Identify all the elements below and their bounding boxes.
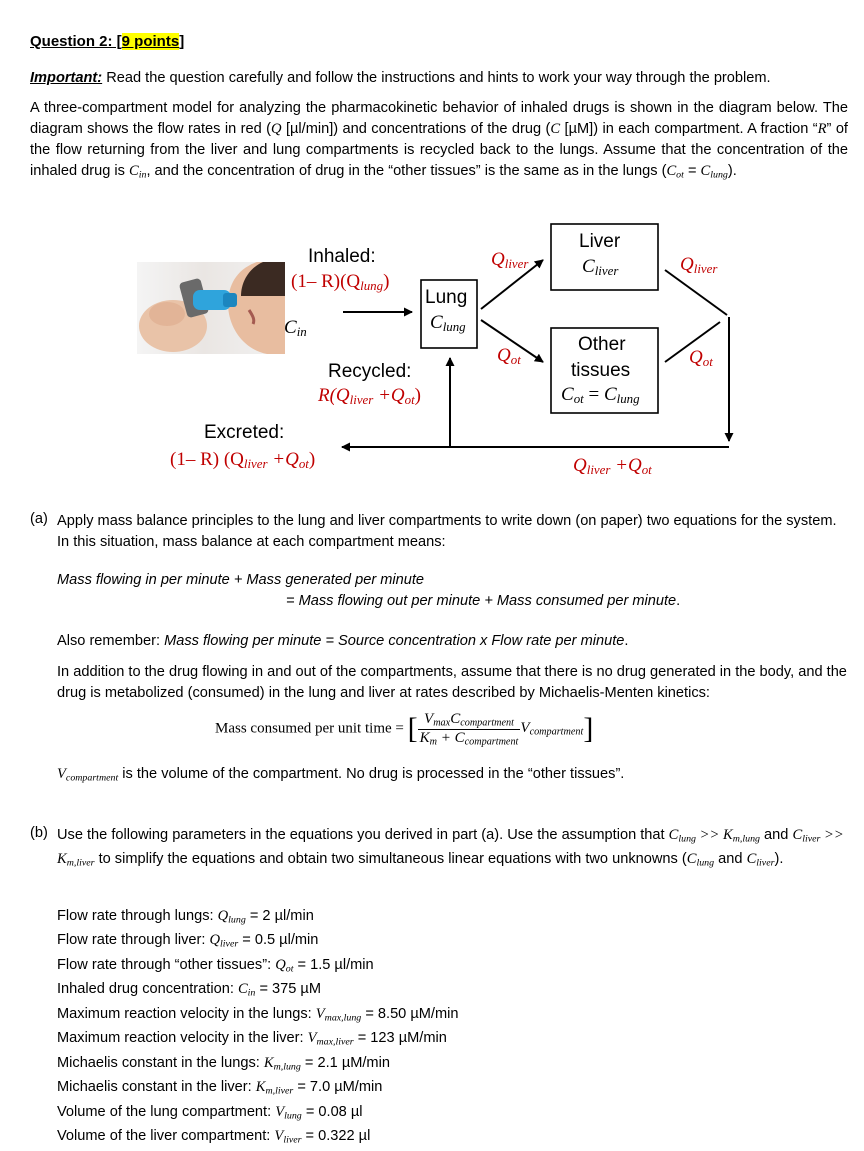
- part-a-label: (a): [30, 511, 48, 527]
- q-ot-right: $Q_{ot}$: [689, 347, 713, 370]
- eq-fraction: $\frac{V_{max}C_{compartment}}{K_m + C_{compartment}}$: [419, 711, 519, 748]
- recycled-label: Recycled:: [328, 361, 412, 382]
- balance-line-1: Mass flowing in per minute + Mass generated per minute: [57, 572, 425, 588]
- eq-lhs: Mass consumed per unit time =: [215, 720, 408, 737]
- question-label: Question 2: [: [30, 33, 122, 50]
- parameter-row: Maximum reaction velocity in the lungs: $V_{max,lung} = 8.50$ µM/min: [57, 1005, 459, 1024]
- intro-sym-cot: $C_{ot}$: [666, 163, 684, 181]
- parameter-row: Maximum reaction velocity in the liver: $V_{max,liver} = 123$ µM/min: [57, 1030, 447, 1048]
- parameter-row: Volume of the lung compartment: $V_{lung} = 0.08$ µl: [57, 1103, 363, 1122]
- important-text: Read the question carefully and follow the instructions and hints to work your way through the problem.: [102, 70, 771, 86]
- eq-volume: $V_{compartment}$: [520, 720, 584, 738]
- inhaled-label: Inhaled:: [308, 246, 376, 267]
- intro-text: [µM]) in each compartment. A fraction “: [560, 121, 818, 137]
- excreted-expression: (1– R) $(Q_{liver} +Q_{ot})$: [170, 449, 316, 472]
- parameter-row: Michaelis constant in the lungs: $K_{m,lung} = 2.1$ µM/min: [57, 1054, 390, 1073]
- part-a-text: Apply mass balance principles to the lung and liver compartments to write down (on paper) two equations for the system. In this situation, mass balance at each compartment means:: [57, 513, 837, 550]
- q-liver-right: $Q_{liver}$: [680, 254, 718, 277]
- q-ot-left: $Q_{ot}$: [497, 345, 521, 368]
- parameter-row: Flow rate through lungs: $Q_{lung} = 2$ µl/min: [57, 908, 314, 926]
- recycled-expression: $R(Q_{liver} +Q_{ot})$: [318, 385, 421, 408]
- mm-paragraph: In addition to the drug flowing in and out of the compartments, assume that there is no drug generated in the body, and the drug is metabolized (consumed) in the lung and liver at rates described by Michaelis-Menten kinetics:: [57, 664, 847, 701]
- other-concentration: $C_{ot} = C_{lung}$: [561, 384, 640, 407]
- balance-line-2: = Mass flowing out per minute + Mass consumed per minute.: [286, 593, 681, 609]
- lung-concentration: $C_{lung}$: [430, 312, 466, 335]
- liver-title: Liver: [579, 231, 621, 252]
- q-liver-left: $Q_{liver}$: [491, 249, 529, 272]
- parameter-row: Michaelis constant in the liver: $K_{m,liver} = 7.0$ µM/min: [57, 1079, 383, 1097]
- part-b-label: (b): [30, 825, 48, 841]
- vcompartment-note: $V_{compartment}$ is the volume of the compartment. No drug is processed in the “other tissues”.: [57, 766, 625, 784]
- bottom-flow-label: $Q_{liver} +Q_{ot}$: [573, 455, 652, 478]
- diagram-arrows: [0, 0, 864, 500]
- parameter-list: [57, 906, 459, 1151]
- remember-line: Also remember: Mass flowing per minute = Source concentration x Flow rate per minute.: [57, 633, 629, 649]
- part-b-text: Use the following parameters in the equations you derived in part (a). Use the assumption that $C_{lung} >> K_{m,lung}$ and $C_{liver} >> K_{m,liver}$ to simplify the equations and obtain two simultaneous linear equations with two unknowns ($C_{lung}$ and $C_{liver}$).: [57, 827, 844, 869]
- intro-sym-r: R: [817, 121, 827, 137]
- intro-sym-cin: $C_{in}$: [128, 163, 147, 181]
- parameter-row: Inhaled drug concentration: $C_{in} = 375$ µM: [57, 981, 321, 999]
- important-label: Important:: [30, 70, 103, 86]
- other-title-2: tissues: [571, 360, 631, 381]
- other-title-1: Other: [578, 334, 626, 355]
- lung-title: Lung: [425, 287, 468, 308]
- inhaler-photo: [137, 262, 285, 354]
- intro-text: ).: [727, 163, 737, 179]
- cin-label: $C_{in}$: [284, 317, 307, 340]
- excreted-label: Excreted:: [204, 422, 285, 443]
- mm-equation: Mass consumed per unit time = [ $\frac{V_{max}C_{compartment}}{K_m + C_{compartment}}$ $V_{compartment}$]: [215, 711, 594, 748]
- parameter-row: Flow rate through “other tissues”: $Q_{ot} = 1.5$ µl/min: [57, 956, 374, 975]
- intro-text: [µl/min]) and concentrations of the drug (: [281, 121, 551, 137]
- parameter-row: Volume of the liver compartment: $V_{liver} = 0.322$ µl: [57, 1128, 371, 1146]
- intro-text: ” of the flow returning from the liver and lung compartments is recycled back to the lungs. Assume that the concentration of the inhaled drug is: [30, 121, 848, 179]
- intro-text: =: [683, 163, 701, 179]
- intro-text: A three-compartment model for analyzing the pharmacokinetic behavior of inhaled drugs is shown in the diagram below. The diagram shows the flow rates in red (: [30, 100, 848, 137]
- intro-text: , and the concentration of drug in the “other tissues” is the same as in the lungs (: [146, 163, 667, 179]
- intro-sym-q: Q: [270, 121, 282, 137]
- liver-concentration: $C_{liver}$: [582, 256, 619, 279]
- points-badge: 9 points: [121, 33, 180, 50]
- parameter-row: Flow rate through liver: $Q_{liver} = 0.5$ µl/min: [57, 932, 319, 950]
- close-bracket: ]: [179, 33, 185, 50]
- inhaled-expression: (1– $R)(Q_{lung})$: [291, 271, 390, 294]
- inhaler-illustration: [137, 262, 285, 354]
- intro-sym-clung: $C_{lung}$: [700, 163, 728, 181]
- intro-sym-c: C: [550, 121, 561, 137]
